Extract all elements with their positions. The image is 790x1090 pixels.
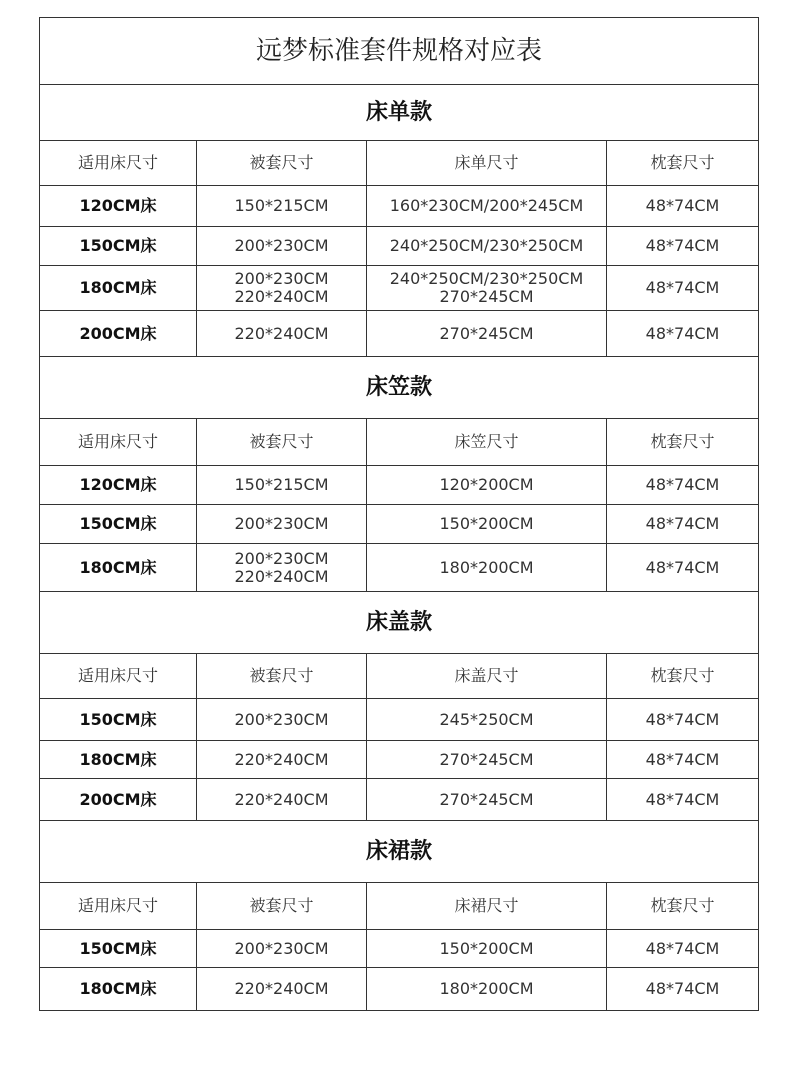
main-cell xyxy=(367,266,607,311)
table-row xyxy=(40,779,759,821)
column-header: 床裙尺寸 xyxy=(367,883,607,930)
main-cell xyxy=(367,227,607,266)
table-row xyxy=(40,227,759,266)
column-header: 适用床尺寸 xyxy=(40,883,197,930)
table-row xyxy=(40,466,759,505)
duvet-cell xyxy=(197,930,367,968)
header-row xyxy=(40,883,759,930)
main-size-line: 150*200CM xyxy=(439,938,534,958)
main-cell xyxy=(367,741,607,779)
table-row xyxy=(40,505,759,544)
main-cell xyxy=(367,544,607,592)
table-row xyxy=(40,741,759,779)
header-row xyxy=(40,141,759,186)
bed-cell: 150CM床 xyxy=(40,930,197,968)
duvet-cell xyxy=(197,466,367,505)
column-header: 适用床尺寸 xyxy=(40,141,197,186)
main-size-line: 270*245CM xyxy=(439,749,534,769)
main-cell xyxy=(367,930,607,968)
section-row xyxy=(40,85,759,141)
header-row xyxy=(40,419,759,466)
duvet-size-line: 200*230CM xyxy=(234,548,329,568)
table-row xyxy=(40,930,759,968)
main-size-line: 180*200CM xyxy=(439,979,534,998)
duvet-size-line: 220*240CM xyxy=(234,749,329,769)
duvet-size-line: 200*230CM xyxy=(234,938,329,958)
duvet-cell xyxy=(197,741,367,779)
duvet-cell xyxy=(197,266,367,311)
main-cell xyxy=(367,186,607,227)
duvet-cell xyxy=(197,227,367,266)
pillow-cell: 48*74CM xyxy=(607,466,759,505)
column-header: 床盖尺寸 xyxy=(367,654,607,699)
bed-cell: 150CM床 xyxy=(40,227,197,266)
duvet-cell xyxy=(197,779,367,821)
column-header: 枕套尺寸 xyxy=(607,654,759,699)
column-header: 枕套尺寸 xyxy=(607,419,759,466)
main-size-line: 270*245CM xyxy=(439,323,534,343)
bed-cell: 180CM床 xyxy=(40,741,197,779)
pillow-cell: 48*74CM xyxy=(607,544,759,592)
page-title: 远梦标准套件规格对应表 xyxy=(40,18,759,85)
bed-cell: 200CM床 xyxy=(40,779,197,821)
main-size-line: 270*245CM xyxy=(439,789,534,809)
duvet-cell xyxy=(197,968,367,1011)
duvet-cell xyxy=(197,505,367,544)
table-row xyxy=(40,699,759,741)
pillow-cell: 48*74CM xyxy=(607,227,759,266)
table-row xyxy=(40,266,759,311)
duvet-size-line: 200*230CM xyxy=(234,709,329,729)
spec-table-body xyxy=(40,18,759,1011)
bed-cell: 120CM床 xyxy=(40,186,197,227)
duvet-size-line: 150*215CM xyxy=(234,196,329,215)
pillow-cell: 48*74CM xyxy=(607,968,759,1011)
duvet-size-line: 220*240CM xyxy=(234,789,329,809)
title-row xyxy=(40,18,759,85)
duvet-size-line: 220*240CM xyxy=(234,979,329,998)
main-cell xyxy=(367,779,607,821)
pillow-cell: 48*74CM xyxy=(607,186,759,227)
main-size-line: 150*200CM xyxy=(439,514,534,533)
pillow-cell: 48*74CM xyxy=(607,779,759,821)
column-header: 枕套尺寸 xyxy=(607,141,759,186)
section-title: 床裙款 xyxy=(40,821,759,883)
section-title: 床单款 xyxy=(40,85,759,141)
column-header: 被套尺寸 xyxy=(197,654,367,699)
column-header: 适用床尺寸 xyxy=(40,654,197,699)
pillow-cell: 48*74CM xyxy=(607,930,759,968)
section-row xyxy=(40,592,759,654)
main-cell xyxy=(367,505,607,544)
spec-table xyxy=(39,17,759,1011)
duvet-size-line: 220*240CM xyxy=(234,287,329,306)
bed-cell: 120CM床 xyxy=(40,466,197,505)
column-header: 适用床尺寸 xyxy=(40,419,197,466)
pillow-cell: 48*74CM xyxy=(607,266,759,311)
duvet-size-line: 200*230CM xyxy=(234,236,329,255)
section-row xyxy=(40,821,759,883)
table-row xyxy=(40,311,759,357)
bed-cell: 180CM床 xyxy=(40,266,197,311)
section-title: 床盖款 xyxy=(40,592,759,654)
column-header: 被套尺寸 xyxy=(197,883,367,930)
main-size-line: 240*250CM/230*250CM xyxy=(389,269,584,288)
column-header: 床笠尺寸 xyxy=(367,419,607,466)
duvet-size-line: 200*230CM xyxy=(234,269,329,288)
main-cell xyxy=(367,699,607,741)
main-size-line: 245*250CM xyxy=(439,709,534,729)
pillow-cell: 48*74CM xyxy=(607,699,759,741)
duvet-cell xyxy=(197,544,367,592)
duvet-cell xyxy=(197,311,367,357)
column-header: 被套尺寸 xyxy=(197,141,367,186)
header-row xyxy=(40,654,759,699)
bed-cell: 180CM床 xyxy=(40,968,197,1011)
pillow-cell: 48*74CM xyxy=(607,741,759,779)
pillow-cell: 48*74CM xyxy=(607,311,759,357)
bed-cell: 150CM床 xyxy=(40,505,197,544)
duvet-size-line: 220*240CM xyxy=(234,566,329,586)
duvet-cell xyxy=(197,699,367,741)
table-row xyxy=(40,186,759,227)
table-row xyxy=(40,968,759,1011)
section-title: 床笠款 xyxy=(40,357,759,419)
column-header: 被套尺寸 xyxy=(197,419,367,466)
main-cell xyxy=(367,968,607,1011)
column-header: 床单尺寸 xyxy=(367,141,607,186)
main-cell xyxy=(367,466,607,505)
main-size-line: 270*245CM xyxy=(439,287,534,306)
main-size-line: 180*200CM xyxy=(439,557,534,577)
duvet-cell xyxy=(197,186,367,227)
duvet-size-line: 200*230CM xyxy=(234,514,329,533)
duvet-size-line: 150*215CM xyxy=(234,475,329,494)
table-row xyxy=(40,544,759,592)
duvet-size-line: 220*240CM xyxy=(234,323,329,343)
pillow-cell: 48*74CM xyxy=(607,505,759,544)
bed-cell: 200CM床 xyxy=(40,311,197,357)
main-size-line: 160*230CM/200*245CM xyxy=(389,196,584,215)
main-size-line: 120*200CM xyxy=(439,475,534,494)
section-row xyxy=(40,357,759,419)
bed-cell: 150CM床 xyxy=(40,699,197,741)
main-size-line: 240*250CM/230*250CM xyxy=(389,236,584,255)
column-header: 枕套尺寸 xyxy=(607,883,759,930)
main-cell xyxy=(367,311,607,357)
bed-cell: 180CM床 xyxy=(40,544,197,592)
